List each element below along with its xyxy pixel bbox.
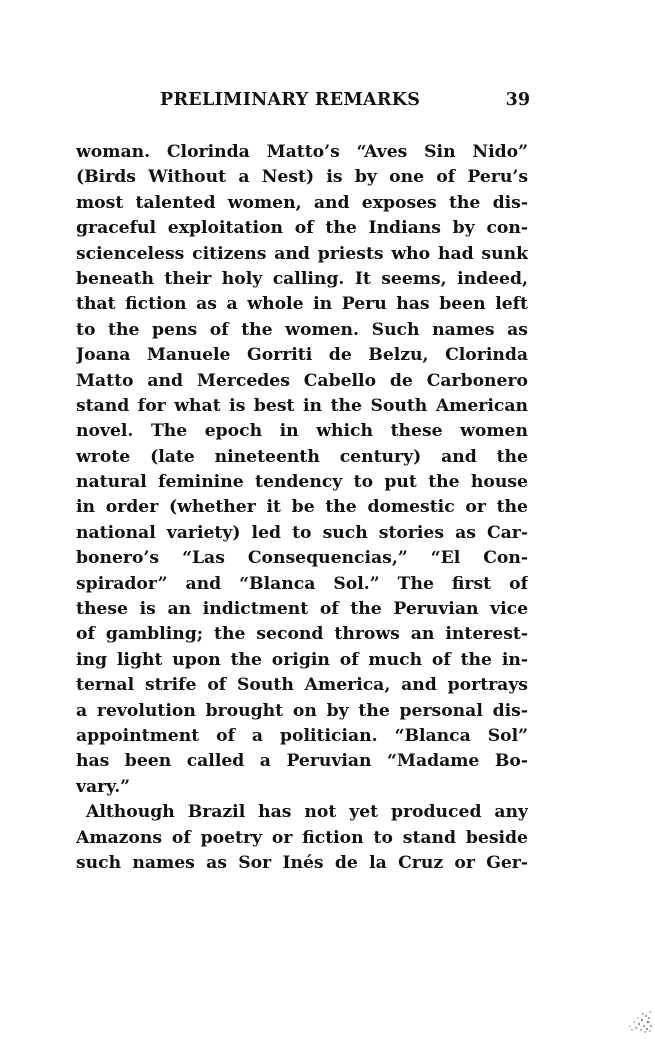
text-line: these is an indictment of the Peruvian vice bbox=[76, 599, 528, 620]
text-line: (Birds Without a Nest) is by one of Peru’s bbox=[76, 167, 528, 188]
running-title: PRELIMINARY REMARKS bbox=[160, 90, 421, 110]
text-line: bonero’s “Las Consequencias,” “El Con- bbox=[76, 548, 528, 569]
text-line: to the pens of the women. Such names as bbox=[76, 319, 528, 340]
text-line: such names as Sor Inés de la Cruz or Ger- bbox=[76, 852, 528, 873]
text-line: has been called a Peruvian “Madame Bo- bbox=[76, 751, 528, 772]
text-line: in order (whether it be the domestic or the bbox=[76, 497, 528, 518]
text-line: of gambling; the second throws an interest- bbox=[76, 624, 528, 645]
text-line: Joana Manuele Gorriti de Belzu, Clorinda bbox=[76, 345, 528, 366]
text-line: most talented women, and exposes the dis- bbox=[76, 192, 528, 213]
text-line: beneath their holy calling. It seems, indeed, bbox=[76, 268, 528, 289]
text-line: stand for what is best in the South American bbox=[76, 395, 528, 416]
text-line: graceful exploitation of the Indians by con- bbox=[76, 218, 528, 239]
scan-artifact-icon bbox=[612, 990, 654, 1034]
text-line: wrote (late nineteenth century) and the bbox=[76, 446, 528, 467]
text-line: Matto and Mercedes Cabello de Carbonero bbox=[76, 370, 528, 391]
text-line: ternal strife of South America, and portrays bbox=[76, 675, 528, 696]
text-line: novel. The epoch in which these women bbox=[76, 421, 528, 442]
text-line: natural feminine tendency to put the house bbox=[76, 472, 528, 493]
page-number: 39 bbox=[505, 90, 530, 110]
text-line: ing light upon the origin of much of the in- bbox=[76, 649, 528, 670]
text-line: appointment of a politician. “Blanca Sol” bbox=[76, 725, 528, 746]
text-line: a revolution brought on by the personal dis- bbox=[76, 700, 528, 721]
body-text bbox=[76, 140, 528, 876]
text-line: Amazons of poetry or fiction to stand beside bbox=[76, 827, 528, 848]
running-head bbox=[160, 90, 530, 114]
text-line: scienceless citizens and priests who had sunk bbox=[76, 243, 528, 264]
text-line: woman. Clorinda Matto’s “Aves Sin Nido” bbox=[76, 142, 528, 162]
paragraph-end-line: vary.” bbox=[76, 776, 131, 797]
text-line: that fiction as a whole in Peru has been left bbox=[76, 294, 528, 315]
paragraph-start-line: Although Brazil has not yet produced any bbox=[86, 802, 528, 823]
text-line: spirador” and “Blanca Sol.” The first of bbox=[76, 573, 528, 594]
text-line: national variety) led to such stories as Car- bbox=[76, 522, 528, 543]
